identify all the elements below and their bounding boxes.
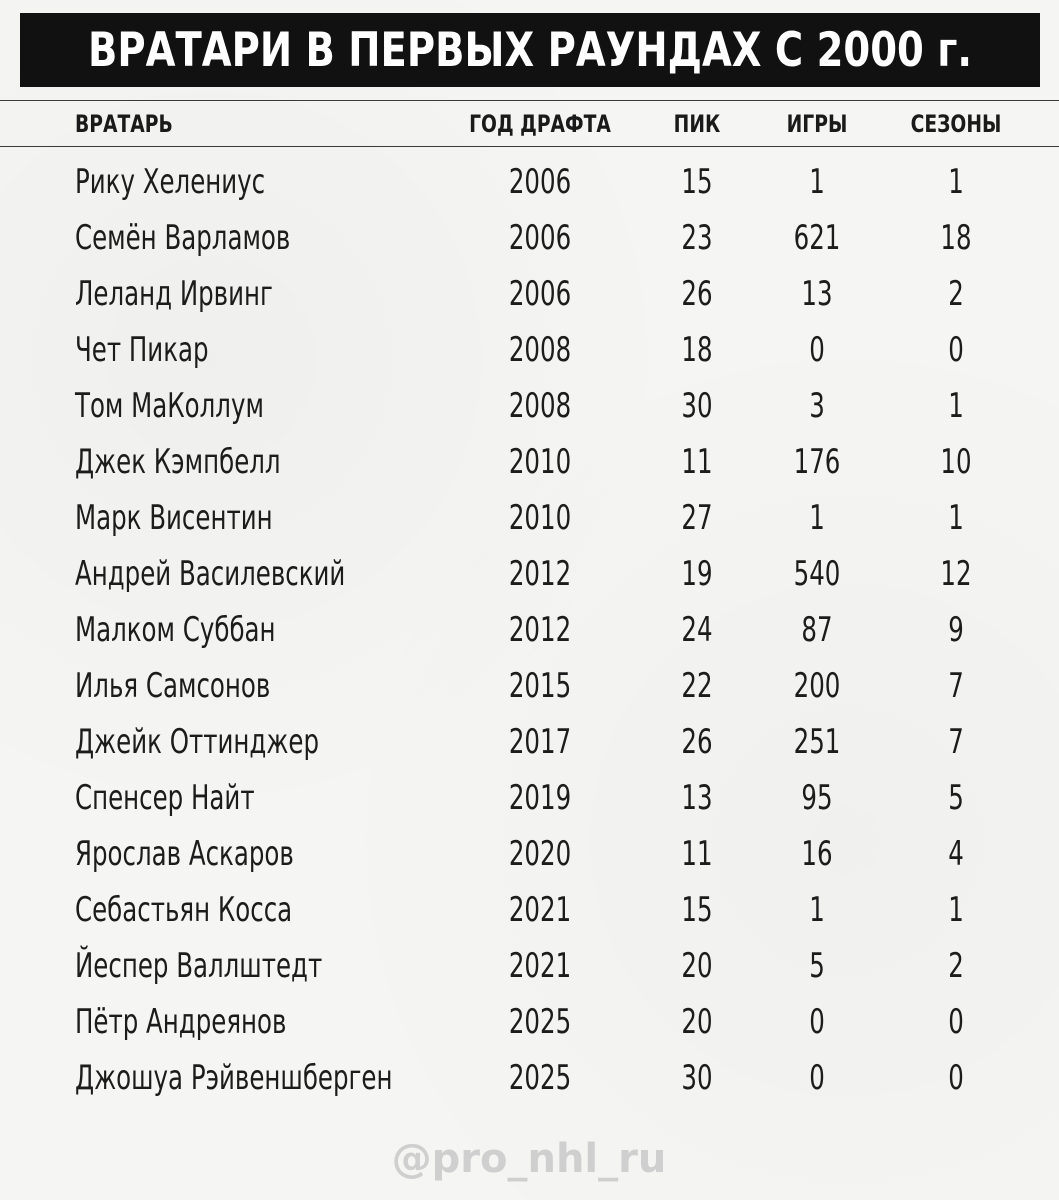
- draft-year: 2015: [508, 666, 572, 706]
- goalie-name: Спенсер Найт: [75, 778, 255, 818]
- draft-year: 2010: [508, 442, 572, 482]
- seasons-count: 7: [948, 722, 964, 762]
- goalie-name: Том МаКоллум: [75, 386, 264, 426]
- pick-number: 15: [681, 890, 713, 930]
- seasons-count: 12: [940, 554, 972, 594]
- seasons-count: 2: [948, 946, 964, 986]
- draft-year: 2006: [508, 218, 572, 258]
- games-count: 621: [793, 218, 841, 258]
- table-row: [0, 660, 1059, 716]
- table-header: [0, 102, 1059, 146]
- games-count: 0: [809, 1002, 825, 1042]
- seasons-count: 9: [948, 610, 964, 650]
- draft-year: 2010: [508, 498, 572, 538]
- seasons-count: 1: [948, 890, 964, 930]
- goalie-name: Малком Суббан: [75, 610, 276, 650]
- table-row: [0, 716, 1059, 772]
- pick-number: 26: [681, 722, 713, 762]
- seasons-count: 5: [948, 778, 964, 818]
- pick-number: 18: [681, 330, 713, 370]
- seasons-count: 0: [948, 1058, 964, 1098]
- pick-number: 26: [681, 274, 713, 314]
- seasons-count: 0: [948, 330, 964, 370]
- pick-number: 20: [681, 946, 713, 986]
- games-count: 251: [793, 722, 841, 762]
- draft-year: 2019: [508, 778, 572, 818]
- goalie-name: Джек Кэмпбелл: [75, 442, 281, 482]
- games-count: 95: [801, 778, 833, 818]
- games-count: 1: [809, 162, 825, 202]
- draft-year: 2021: [508, 946, 572, 986]
- games-count: 0: [809, 330, 825, 370]
- pick-number: 24: [681, 610, 713, 650]
- pick-number: 20: [681, 1002, 713, 1042]
- pick-number: 19: [681, 554, 713, 594]
- column-header-pick: ПИК: [673, 110, 721, 138]
- pick-number: 15: [681, 162, 713, 202]
- goalie-name: Ярослав Аскаров: [75, 834, 294, 874]
- pick-number: 23: [681, 218, 713, 258]
- seasons-count: 4: [948, 834, 964, 874]
- table-row: [0, 940, 1059, 996]
- header-divider-bottom: [0, 146, 1059, 147]
- seasons-count: 10: [940, 442, 972, 482]
- pick-number: 22: [681, 666, 713, 706]
- goalie-name: Рику Хелениус: [75, 162, 266, 202]
- column-header-seasons: СЕЗОНЫ: [910, 110, 1002, 138]
- table-row: [0, 268, 1059, 324]
- games-count: 200: [793, 666, 841, 706]
- pick-number: 11: [681, 442, 713, 482]
- table-row: [0, 548, 1059, 604]
- games-count: 16: [801, 834, 833, 874]
- table-row: [0, 884, 1059, 940]
- games-count: 0: [809, 1058, 825, 1098]
- table-row: [0, 436, 1059, 492]
- goalie-name: Пётр Андреянов: [75, 1002, 287, 1042]
- draft-year: 2025: [508, 1058, 572, 1098]
- draft-year: 2006: [508, 274, 572, 314]
- games-count: 13: [801, 274, 833, 314]
- pick-number: 30: [681, 1058, 713, 1098]
- watermark-handle: @pro_nhl_ru: [391, 1136, 667, 1182]
- goalie-name: Леланд Ирвинг: [75, 274, 273, 314]
- seasons-count: 1: [948, 498, 964, 538]
- games-count: 5: [809, 946, 825, 986]
- table-row: [0, 324, 1059, 380]
- table-row: [0, 604, 1059, 660]
- goalie-name: Йеспер Валлштедт: [75, 946, 323, 986]
- games-count: 176: [793, 442, 841, 482]
- table-row: [0, 156, 1059, 212]
- page-title: ВРАТАРИ В ПЕРВЫХ РАУНДАХ С 2000 г.: [87, 22, 973, 78]
- column-header-games: ИГРЫ: [786, 110, 848, 138]
- goalie-name: Себастьян Косса: [75, 890, 293, 930]
- seasons-count: 18: [940, 218, 972, 258]
- games-count: 87: [801, 610, 833, 650]
- pick-number: 13: [681, 778, 713, 818]
- goalie-name: Чет Пикар: [75, 330, 209, 370]
- table-row: [0, 380, 1059, 436]
- table-row: [0, 212, 1059, 268]
- games-count: 540: [793, 554, 841, 594]
- draft-year: 2008: [508, 330, 572, 370]
- draft-year: 2020: [508, 834, 572, 874]
- table-row: [0, 996, 1059, 1052]
- seasons-count: 2: [948, 274, 964, 314]
- pick-number: 11: [681, 834, 713, 874]
- goalie-name: Марк Висентин: [75, 498, 273, 538]
- table-row: [0, 1052, 1059, 1108]
- draft-year: 2021: [508, 890, 572, 930]
- draft-year: 2006: [508, 162, 572, 202]
- table-row: [0, 492, 1059, 548]
- goalie-name: Джейк Оттинджер: [75, 722, 320, 762]
- column-header-goalie: ВРАТАРЬ: [75, 110, 173, 138]
- goalie-name: Джошуа Рэйвеншберген: [75, 1058, 393, 1098]
- table-row: [0, 828, 1059, 884]
- pick-number: 30: [681, 386, 713, 426]
- draft-year: 2017: [508, 722, 572, 762]
- pick-number: 27: [681, 498, 713, 538]
- draft-year: 2012: [508, 554, 572, 594]
- goalie-name: Семён Варламов: [75, 218, 291, 258]
- draft-year: 2025: [508, 1002, 572, 1042]
- table-body: [0, 156, 1059, 1108]
- games-count: 1: [809, 498, 825, 538]
- seasons-count: 7: [948, 666, 964, 706]
- seasons-count: 1: [948, 162, 964, 202]
- seasons-count: 0: [948, 1002, 964, 1042]
- header-divider-top: [0, 100, 1059, 101]
- draft-year: 2008: [508, 386, 572, 426]
- goalie-name: Илья Самсонов: [75, 666, 271, 706]
- seasons-count: 1: [948, 386, 964, 426]
- column-header-draft-year: ГОД ДРАФТА: [469, 110, 611, 138]
- games-count: 1: [809, 890, 825, 930]
- table-row: [0, 772, 1059, 828]
- title-bar: [20, 13, 1040, 87]
- draft-year: 2012: [508, 610, 572, 650]
- games-count: 3: [809, 386, 825, 426]
- goalie-name: Андрей Василевский: [75, 554, 346, 594]
